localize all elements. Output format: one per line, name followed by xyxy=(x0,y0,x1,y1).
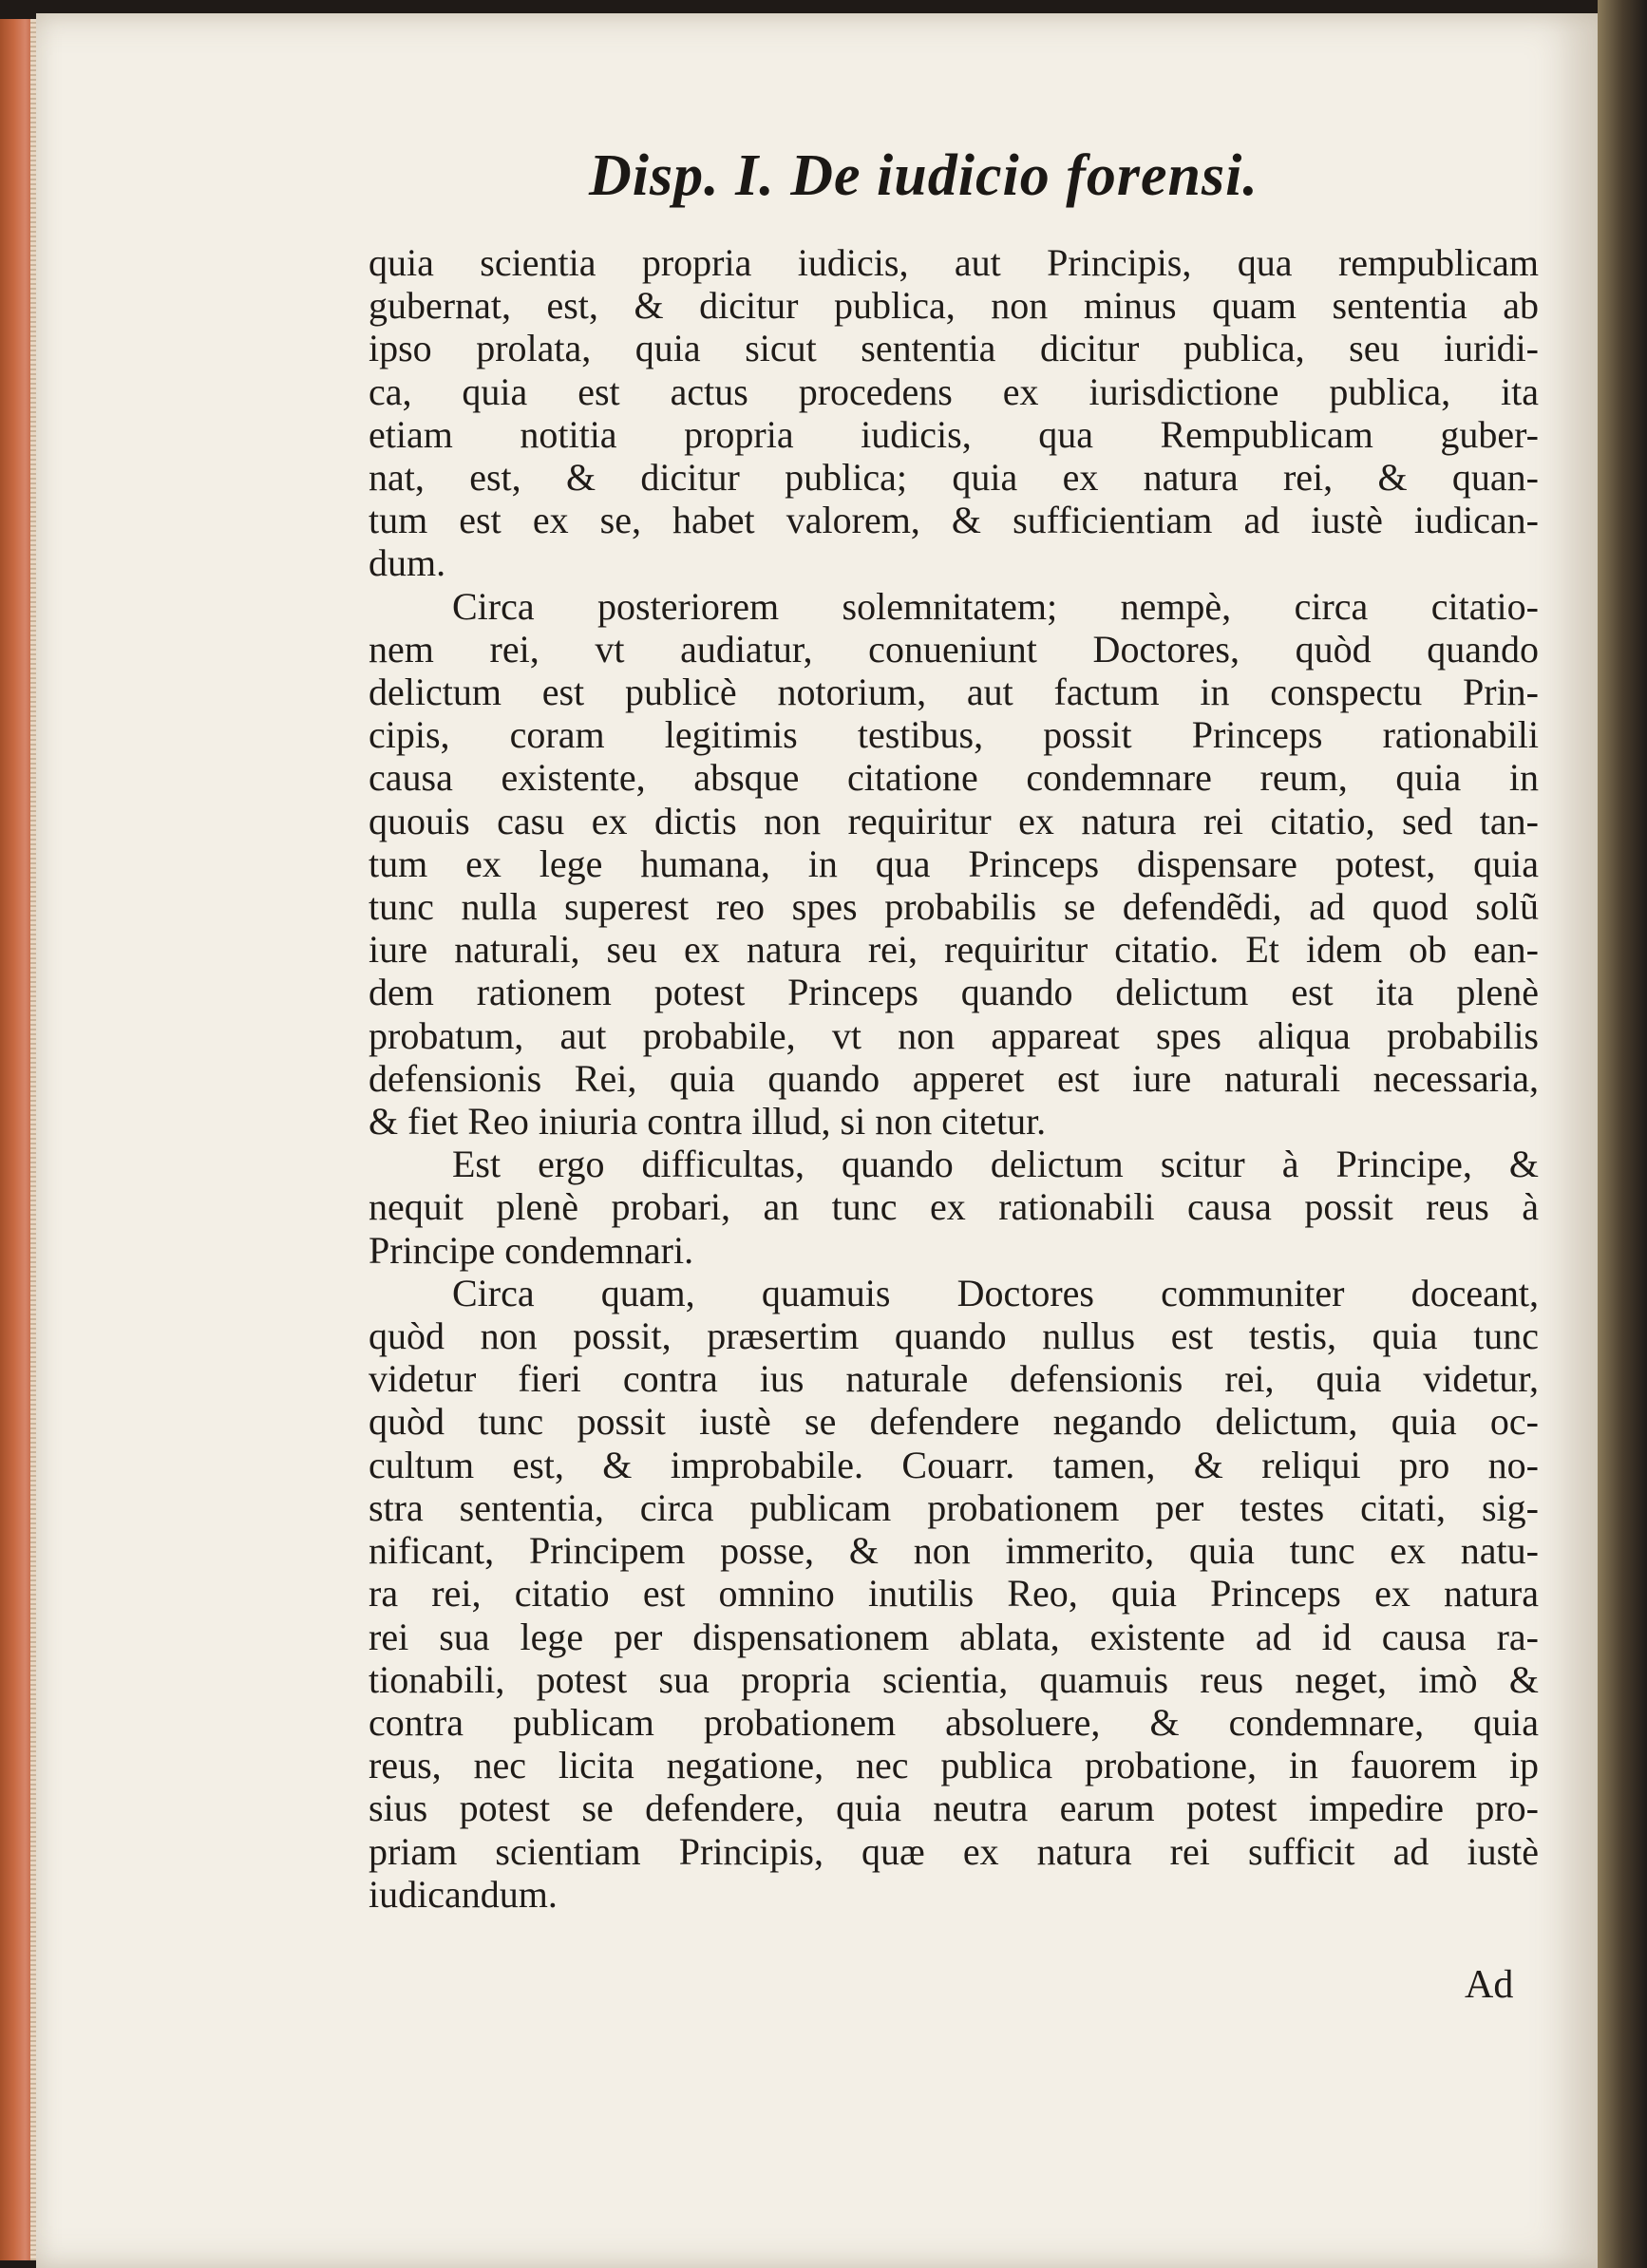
text-line: rei sua lege per dispensationem ablata, existente ad id causa ra- xyxy=(369,1615,1539,1658)
text-line: priam scientiam Principis, quæ ex natura rei sufficit ad iustè xyxy=(369,1829,1539,1873)
text-line: tum est ex se, habet valorem, & sufficientiam ad iustè iudican- xyxy=(369,499,1539,542)
text-line: stra sententia, circa publicam probationem per testes citati, sig- xyxy=(369,1485,1539,1529)
text-line: dem rationem potest Princeps quando delictum est ita plenè xyxy=(369,971,1539,1014)
text-line: quòd tunc possit iustè se defendere negando delictum, quia oc- xyxy=(369,1400,1539,1444)
text-line: tunc nulla superest reo spes probabilis se defendẽdi, ad quod solũ xyxy=(369,885,1539,929)
text-line: probatum, aut probabile, vt non appareat spes aliqua probabilis xyxy=(369,1013,1539,1057)
text-line: ra rei, citatio est omnino inutilis Reo, quia Princeps ex natura xyxy=(369,1572,1539,1616)
running-head: Disp. I. De iudicio forensi. xyxy=(589,143,1259,208)
text-line: nem rei, vt audiatur, conueniunt Doctores, quòd quando xyxy=(369,627,1539,671)
book-gutter xyxy=(1598,0,1647,2268)
paragraph xyxy=(369,1272,1539,1916)
catchword: Ad xyxy=(1465,1963,1514,2007)
text-line: iure naturali, seu ex natura rei, requiritur citatio. Et idem ob ean- xyxy=(369,928,1539,972)
text-line: videtur fieri contra ius naturale defensionis rei, quia videtur, xyxy=(369,1357,1539,1401)
paragraph xyxy=(369,241,1539,585)
text-line: cipis, coram legitimis testibus, possit Princeps rationabili xyxy=(369,713,1539,757)
text-line: reus, nec licita negatione, nec publica probatione, in fauorem ip xyxy=(369,1744,1539,1787)
text-line: dum. xyxy=(369,541,446,585)
text-line: nat, est, & dicitur publica; quia ex natura rei, & quan- xyxy=(369,456,1539,500)
page-fore-edge xyxy=(0,19,36,2260)
text-line: quòd non possit, præsertim quando nullus est testis, quia tunc xyxy=(369,1314,1539,1358)
text-line: etiam notitia propria iudicis, qua Rempublicam guber- xyxy=(369,412,1539,456)
text-line: causa existente, absque citatione condemnare reum, quia in xyxy=(369,756,1539,800)
text-line: delictum est publicè notorium, aut factum in conspectu Prin- xyxy=(369,671,1539,714)
text-line: & fiet Reo iniuria contra illud, si non citetur. xyxy=(369,1100,1047,1143)
text-line: quouis casu ex dictis non requiritur ex natura rei citatio, sed tan- xyxy=(369,799,1539,842)
text-line: iudicandum. xyxy=(369,1872,558,1916)
text-line: tionabili, potest sua propria scientia, quamuis reus neget, imò & xyxy=(369,1657,1539,1701)
paragraph xyxy=(369,1143,1539,1272)
text-line: Est ergo difficultas, quando delictum scitur à Principe, & xyxy=(452,1143,1539,1186)
text-line: cultum est, & improbabile. Couarr. tamen, & reliqui pro no- xyxy=(369,1443,1539,1486)
text-line: nificant, Principem posse, & non immerito, quia tunc ex natu- xyxy=(369,1529,1539,1573)
text-line: ipso prolata, quia sicut sententia dicitur publica, seu iuridi- xyxy=(369,327,1539,370)
text-line: sius potest se defendere, quia neutra earum potest impedire pro- xyxy=(369,1786,1539,1830)
text-line: tum ex lege humana, in qua Princeps dispensare potest, quia xyxy=(369,841,1539,885)
text-line: Circa quam, quamuis Doctores communiter doceant, xyxy=(452,1271,1539,1314)
text-line: Circa posteriorem solemnitatem; nempè, circa citatio- xyxy=(452,584,1539,628)
text-line: quia scientia propria iudicis, aut Principis, qua rempublicam xyxy=(369,241,1539,284)
body-text xyxy=(369,241,1539,1916)
text-line: nequit plenè probari, an tunc ex rationabili causa possit reus à xyxy=(369,1185,1539,1229)
paragraph xyxy=(369,585,1539,1143)
text-line: gubernat, est, & dicitur publica, non minus quam sententia ab xyxy=(369,284,1539,328)
text-line: contra publicam probationem absoluere, & condemnare, quia xyxy=(369,1700,1539,1744)
text-line: Principe condemnari. xyxy=(369,1228,694,1272)
text-line: defensionis Rei, quia quando apperet est iure naturali necessaria, xyxy=(369,1056,1539,1100)
text-line: ca, quia est actus procedens ex iurisdictione publica, ita xyxy=(369,369,1539,413)
